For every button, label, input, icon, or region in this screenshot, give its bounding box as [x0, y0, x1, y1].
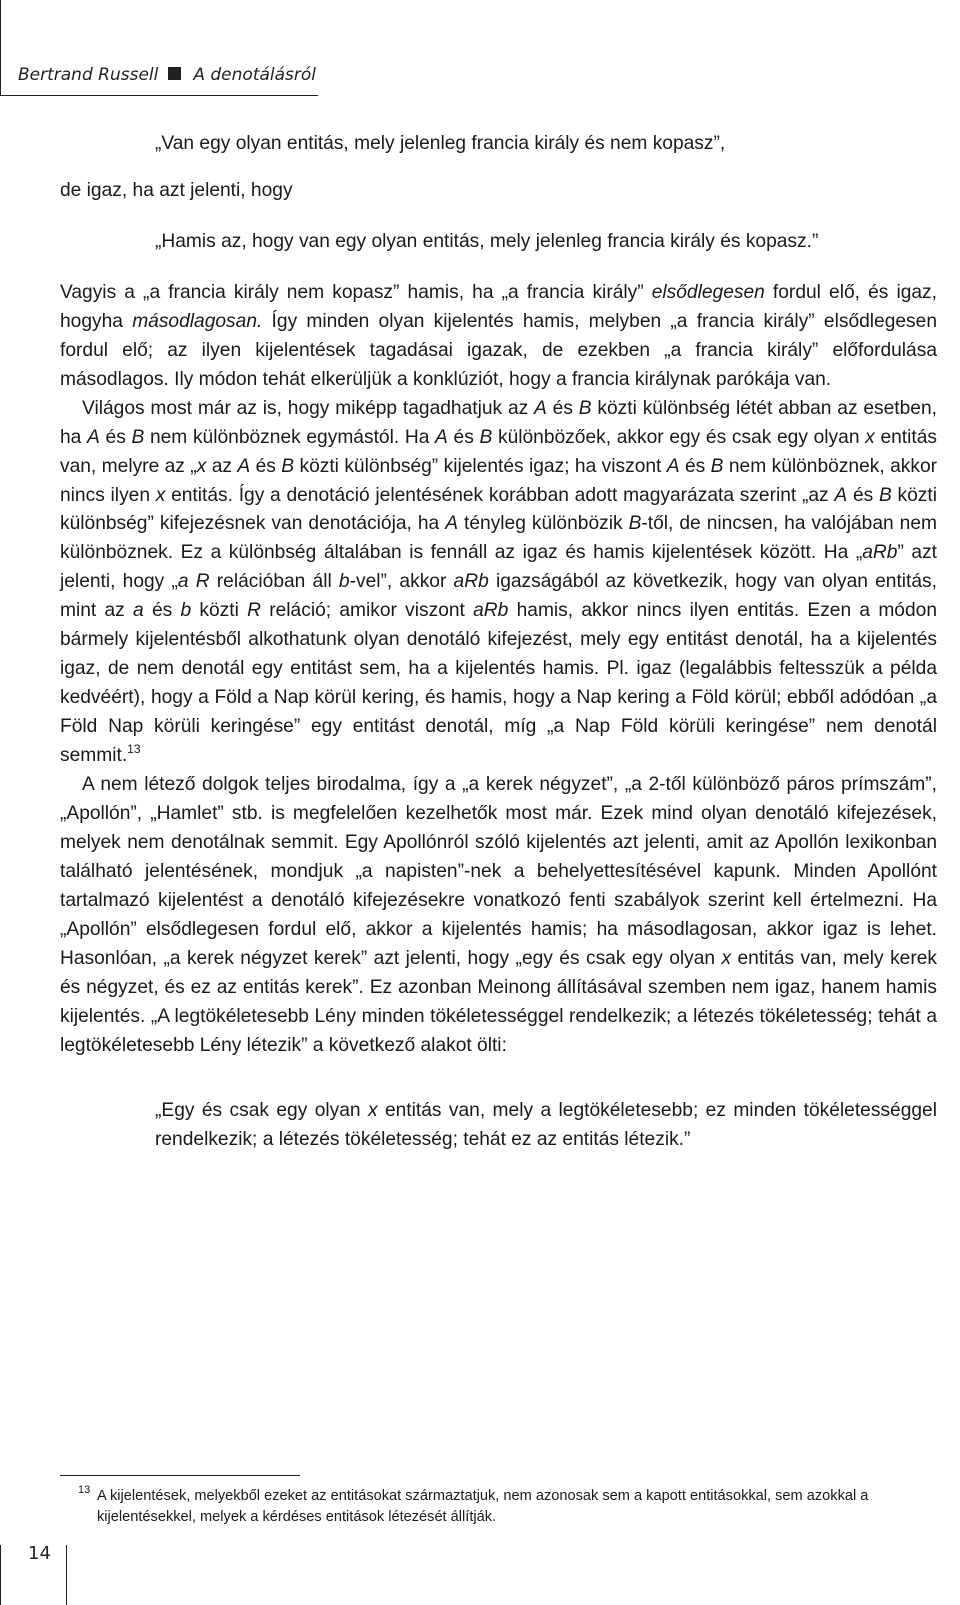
header-title: A denotálásról — [193, 65, 317, 85]
footnote-ref-13[interactable]: 13 — [127, 742, 141, 757]
quote-1: „Van egy olyan entitás, mely jelenleg francia király és nem kopasz”, — [155, 133, 726, 154]
left-margin-rule-bottom — [0, 1545, 1, 1605]
paragraph-3: A nem létező dolgok teljes birodalma, így a „a kerek négyzet”, „a 2-től különböző páros prímszám”, „Apollón”, „Hamlet” stb. is megfelelően kezelhetők most már. Ezek mind olyan denotáló kifejezések, melyek nem denotálnak semmit. Egy Apollónról szóló kijelentés azt jelenti, amit az Apollón lexikonban található jelentésének, mondjuk „a napisten”-nek a behelyettesítésével kapunk. Minden Apollónt tartalmazó kijelentést a denotáló kifejezésekre vonatkozó fenti szabályok szerint kell értelmezni. Ha „Apollón” elsődlegesen fordul elő, akkor a kijelentés hamis; ha másodlagosan, akkor igaz is lehet. Hasonlóan, „a kerek négyzet kerek” azt jelenti, hogy „egy és csak egy olyan x entitás van, mely kerek és négyzet, és ez az entitás kerek”. Ez azonban Meinong állításával szemben nem igaz, hanem hamis kijelentés. „A legtökéletesebb Lény minden tökéletességgel rendelkezik; a létezés tökéletesség; tehát a legtökéletesebb Lény létezik” a következő alakot ölti: — [60, 774, 937, 1056]
header-rule — [0, 95, 318, 96]
page-number: 14 — [28, 1543, 51, 1564]
paragraph-2: Világos most már az is, hogy miképp tagadhatjuk az A és B közti különbség létét abban az esetben, ha A és B nem különböznek egymástól. Ha A és B különbözőek, akkor egy és csak egy olyan x entitás van, melyre az „x az A és B közti különbség” kijelentés igaz; ha viszont A és B nem különböznek, akkor nincs ilyen x entitás. Így a denotáció jelentésének korábban adott magyarázata szerint „az A és B közti különbség” kifejezésnek van denotációja, ha A tényleg különbözik B-től, de nincsen, ha valójában nem különböznek. Ez a különbség általában is fennáll az igaz és hamis kijelentések között. Ha „aRb” azt jelenti, hogy „a R relációban áll b-vel”, akkor aRb igazságából az következik, hogy van olyan entitás, mint az a és b közti R reláció; amikor viszont aRb hamis, akkor nincs ilyen entitás. Ezen a módon bármely kijelentésből alkothatunk olyan denotáló kifejezést, mely egy entitást denotál, ha a kijelentés igaz, de nem denotál egy entitást sem, ha a kijelentés hamis. Pl. igaz (legalábbis feltesszük a példa kedvéért), hogy a Föld a Nap körül kering, és hamis, hogy a Nap kering a Föld körül; ebből adódóan „a Föld Nap körüli keringése” egy entitást denotál, míg „a Nap Föld körüli keringése” nem denotál semmit.$^{13}$ — [60, 397, 938, 767]
quote-3: „Egy és csak egy olyan x entitás van, mely a legtökéletesebb; ez minden tökéletességgel rendelkezik; a létezés tökéletesség; tehát ez az entitás létezik.” — [155, 1099, 937, 1150]
footnote-rule — [60, 1475, 300, 1476]
footnote — [78, 1486, 938, 1528]
footnote-number: 13 — [78, 1484, 91, 1496]
square-bullet-icon — [168, 67, 181, 80]
quote-2: „Hamis az, hogy van egy olyan entitás, mely jelenleg francia király és kopasz.” — [155, 230, 819, 252]
left-margin-rule-top — [0, 0, 1, 95]
running-header — [18, 65, 316, 85]
paragraph-1: Vagyis a „a francia király nem kopasz” hamis, ha „a francia király” elsődlegesen fordul elő, és igaz, hogyha másodlagosan. Így minden olyan kijelentés hamis, melyben „a francia király” elsődlegesen fordul elő; az ilyen kijelentések tagadásai igazak, de ezekben „a francia király” előfordulása másodlagos. Ily módon tehát elkerüljük a konklúziót, hogy a francia királynak parókája van. — [60, 281, 937, 390]
page-number-rule — [66, 1545, 67, 1605]
body-line-1: de igaz, ha azt jelenti, hogy — [60, 179, 293, 201]
header-author: Bertrand Russell — [18, 65, 159, 85]
body-text — [60, 130, 937, 1155]
footnote-text: A kijelentések, melyekből ezeket az entitásokat származtatjuk, nem azonosak sem a kapott entitásokkal, sem azokkal a kijelentésekkel, melyek a kérdéses entitások létezését állítják. — [97, 1488, 869, 1525]
